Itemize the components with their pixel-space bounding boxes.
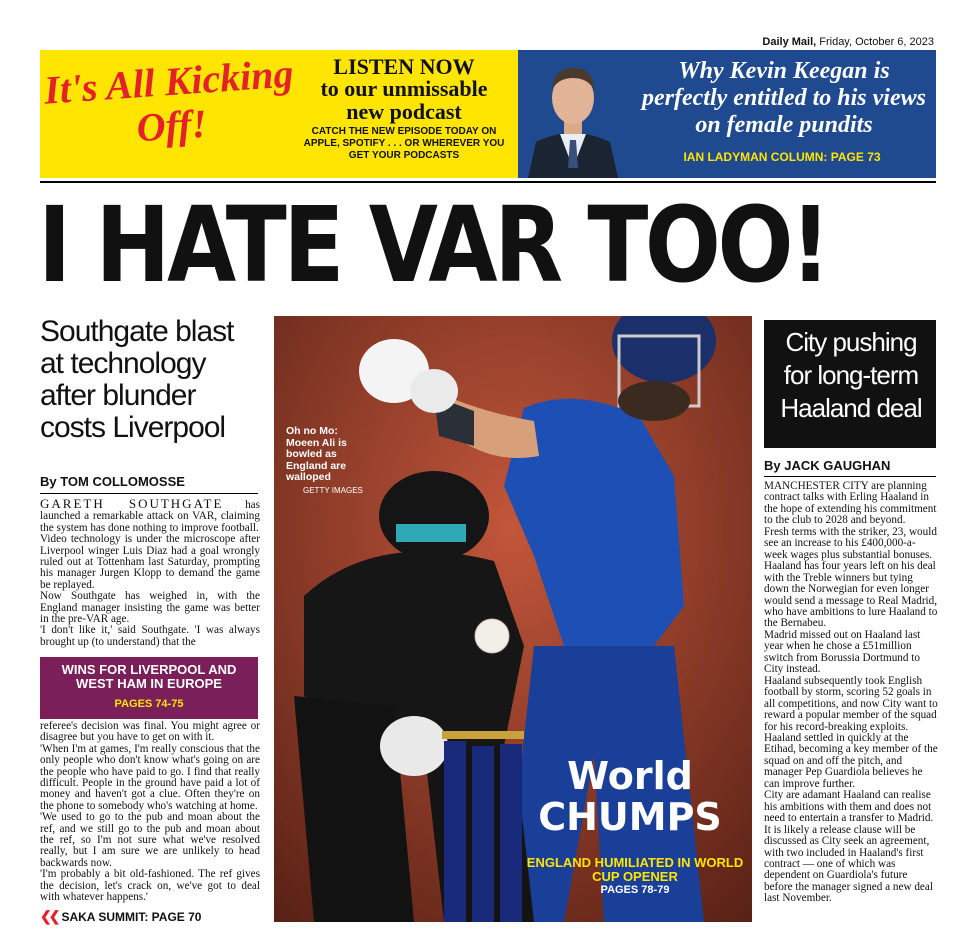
story-para: Now Southgate has weighed in, with the England manager insisting the game was better in the pre-VAR age. (40, 590, 260, 626)
wins-pages: PAGES 74-75 (114, 698, 184, 710)
chevron-left-icon: ❮❮ (40, 908, 58, 924)
podcast-logo: It's All Kicking Off! (42, 50, 295, 151)
story-para: 'We used to go to the pub and moan about the ref, and we still go to the pub and moan about the ref, so I'm not sure what we've resolved really, but I am sure we are unlikely to head backwards now. (40, 811, 260, 869)
story-para: GARETH SOUTHGATE has launched a remarkable attack on VAR, claiming the system has done nothing to improve football. (40, 496, 260, 534)
column-page-ref: IAN LADYMAN COLUMN: PAGE 73 (683, 150, 881, 164)
drop-caps: GARETH SOUTHGATE (40, 496, 224, 511)
byline-rule (764, 476, 936, 477)
issue-date: Friday, October 6, 2023 (819, 36, 934, 48)
story-para: Madrid missed out on Haaland last year when he chose a £51million switch from Borussia Dortmund to City instead. (764, 628, 921, 676)
city-headline-box (764, 320, 936, 448)
listen-now: LISTEN NOW (333, 54, 475, 79)
photo-credit: GETTY IMAGES (303, 486, 363, 495)
story-para: Haaland subsequently took English football by storm, scoring 52 goals in all competitions, and now City want to reward a popular member of the squad for his record-breaking exploits. (764, 674, 938, 733)
byline-rule (40, 493, 258, 494)
story-para: 'When I'm at games, I'm really conscious that the only people who don't know what's going on are the people who have paid to go. I find that really difficult. People in the ground have paid a lot of money and haven't got a clue. Often they're on the phone to somebody who's watching at home. (40, 742, 260, 812)
southgate-story-part2 (40, 721, 260, 904)
banner-rule (40, 181, 936, 183)
listen-line3: new podcast (346, 99, 462, 124)
story-para: It is likely a release clause will be discussed as City seek an agreement, with two included in Haaland's first contract — one of which was dependent on Guardiola's future before the manager signed a new deal last November. (764, 823, 933, 905)
top-banner (40, 50, 936, 178)
cricket-pages-ref[interactable]: PAGES 78-79 (600, 884, 670, 896)
city-headline: City pushing for long-term Haaland deal (780, 327, 922, 423)
saka-page-ref[interactable]: ❮❮ SAKA SUMMIT: PAGE 70 (40, 908, 202, 924)
byline-collomosse: By TOM COLLOMOSSE (40, 474, 185, 489)
paper-name: Daily Mail, (762, 36, 817, 48)
story-para: 'I don't like it,' said Southgate. 'I was always brought up (to understand) that the (40, 624, 260, 648)
listen-details: CATCH THE NEW EPISODE TODAY ON APPLE, SPOTIFY . . . OR WHEREVER YOU GET YOUR PODCASTS (303, 126, 505, 161)
story-para: Haaland settled in quickly at the Etihad, becoming a key member of the squad on and off the pitch, and manager Pep Guardiola believes he can improve further. (764, 731, 938, 790)
column-promo[interactable] (628, 50, 936, 178)
wins-title: WINS FOR LIVERPOOL AND WEST HAM IN EUROPE (61, 662, 237, 691)
world-word: World (567, 754, 693, 798)
podcast-promo[interactable] (40, 50, 518, 178)
keegan-headline: Why Kevin Keegan is perfectly entitled to his views on female pundits (642, 58, 926, 138)
columnist-photo (518, 50, 628, 178)
listen-line2: to our unmissable (320, 76, 488, 101)
story-para: MANCHESTER CITY are planning contract talks with Erling Haaland in the hope of extending his commitment to the club to 2028 and beyond. (764, 480, 937, 527)
story-para: City are adamant Haaland can realise his ambitions with them and does not need to entertain a transfer to Madrid. (764, 789, 934, 825)
columnist-portrait-icon (518, 50, 628, 178)
haaland-story (764, 481, 938, 905)
podcast-text (295, 56, 513, 162)
story-para: Video technology is under the microscope after Liverpool winger Luis Diaz had a goal wrongly ruled out at Tottenham last Saturday, prompting his manager Jurgen Klopp to demand the game be replayed. (40, 533, 260, 591)
world-chumps-headline (515, 754, 745, 839)
dateline (762, 36, 934, 48)
chumps-word: CHUMPS (538, 795, 722, 839)
main-headline: I HATE VAR TOO! (38, 184, 828, 306)
byline-gaughan: By JACK GAUGHAN (764, 458, 891, 473)
england-humiliated-subhead: ENGLAND HUMILIATED IN WORLD CUP OPENER (526, 855, 744, 884)
photo-caption: Oh no Mo: Moeen Ali is bowled as England are walloped (286, 425, 347, 483)
southgate-headline: Southgate blast at technology after blunder costs Liverpool (40, 315, 234, 444)
story-para: Haaland has four years left on his deal with the Treble winners but tying down the Norwegian for even longer would send a message to Real Madrid, who have ambitions to lure Haaland to the Bernabeu. (764, 560, 938, 630)
story-para: 'I'm probably a bit old-fashioned. The ref gives the decision, let's crack on, we've got to deal with whatever happens.' (40, 868, 260, 904)
southgate-story-part1 (40, 498, 260, 648)
wins-promo-box[interactable] (40, 657, 258, 719)
story-para: Fresh terms with the striker, 23, would see an increase to his £400,000-a-week wages plus substantial bonuses. (764, 525, 937, 561)
story-para: referee's decision was final. You might agree or disagree but you have to get on with it. (40, 720, 260, 744)
